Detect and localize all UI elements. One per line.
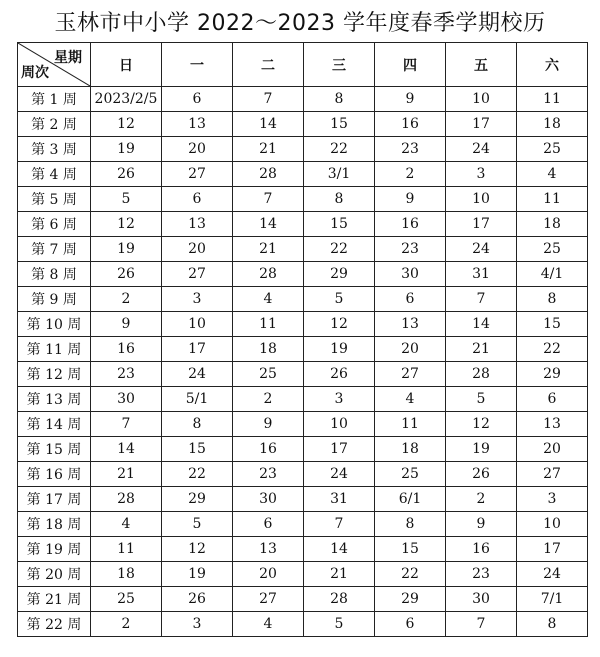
week-label: 第 6 周 bbox=[18, 212, 91, 237]
date-cell: 6 bbox=[162, 87, 233, 112]
table-row bbox=[18, 612, 588, 637]
date-cell: 5 bbox=[304, 612, 375, 637]
date-cell: 2 bbox=[233, 387, 304, 412]
day-header-mon: 一 bbox=[162, 43, 233, 87]
date-cell: 31 bbox=[304, 487, 375, 512]
table-row bbox=[18, 337, 588, 362]
table-row bbox=[18, 562, 588, 587]
date-cell: 17 bbox=[162, 337, 233, 362]
table-row bbox=[18, 587, 588, 612]
day-header-thu: 四 bbox=[375, 43, 446, 87]
date-cell: 7 bbox=[446, 287, 517, 312]
date-cell: 18 bbox=[233, 337, 304, 362]
date-cell: 24 bbox=[304, 462, 375, 487]
date-cell: 5 bbox=[91, 187, 162, 212]
date-cell: 25 bbox=[233, 362, 304, 387]
date-cell: 21 bbox=[446, 337, 517, 362]
date-cell: 23 bbox=[375, 137, 446, 162]
week-label: 第 15 周 bbox=[18, 437, 91, 462]
date-cell: 4 bbox=[233, 287, 304, 312]
date-cell: 29 bbox=[162, 487, 233, 512]
date-cell: 25 bbox=[375, 462, 446, 487]
date-cell: 11 bbox=[517, 187, 588, 212]
table-row bbox=[18, 512, 588, 537]
date-cell: 6/1 bbox=[375, 487, 446, 512]
date-cell: 15 bbox=[304, 212, 375, 237]
date-cell: 23 bbox=[375, 237, 446, 262]
week-label: 第 5 周 bbox=[18, 187, 91, 212]
date-cell: 11 bbox=[375, 412, 446, 437]
date-cell: 3 bbox=[517, 487, 588, 512]
date-cell: 3 bbox=[446, 162, 517, 187]
date-cell: 8 bbox=[517, 612, 588, 637]
date-cell: 2 bbox=[91, 612, 162, 637]
date-cell: 22 bbox=[517, 337, 588, 362]
date-cell: 14 bbox=[233, 212, 304, 237]
date-cell: 25 bbox=[517, 137, 588, 162]
date-cell: 4 bbox=[91, 512, 162, 537]
date-cell: 22 bbox=[304, 137, 375, 162]
date-cell: 11 bbox=[233, 312, 304, 337]
date-cell: 8 bbox=[162, 412, 233, 437]
date-cell: 11 bbox=[517, 87, 588, 112]
date-cell: 30 bbox=[91, 387, 162, 412]
date-cell: 9 bbox=[446, 512, 517, 537]
date-cell: 16 bbox=[91, 337, 162, 362]
date-cell: 23 bbox=[446, 562, 517, 587]
date-cell: 26 bbox=[446, 462, 517, 487]
date-cell: 22 bbox=[304, 237, 375, 262]
date-cell: 26 bbox=[304, 362, 375, 387]
date-cell: 29 bbox=[375, 587, 446, 612]
date-cell: 19 bbox=[162, 562, 233, 587]
date-cell: 6 bbox=[233, 512, 304, 537]
table-row bbox=[18, 137, 588, 162]
week-label: 第 7 周 bbox=[18, 237, 91, 262]
table-row bbox=[18, 262, 588, 287]
corner-label-weekday: 星期 bbox=[54, 50, 82, 66]
date-cell: 6 bbox=[375, 287, 446, 312]
day-header-sat: 六 bbox=[517, 43, 588, 87]
date-cell: 2 bbox=[446, 487, 517, 512]
date-cell: 29 bbox=[517, 362, 588, 387]
date-cell: 18 bbox=[517, 112, 588, 137]
date-cell: 7 bbox=[233, 87, 304, 112]
date-cell: 16 bbox=[375, 112, 446, 137]
header-row bbox=[18, 43, 588, 87]
date-cell: 13 bbox=[162, 112, 233, 137]
date-cell: 6 bbox=[162, 187, 233, 212]
date-cell: 31 bbox=[446, 262, 517, 287]
date-cell: 13 bbox=[517, 412, 588, 437]
table-row bbox=[18, 87, 588, 112]
week-label: 第 10 周 bbox=[18, 312, 91, 337]
date-cell: 24 bbox=[162, 362, 233, 387]
date-cell: 12 bbox=[162, 537, 233, 562]
date-cell: 21 bbox=[233, 137, 304, 162]
week-label: 第 19 周 bbox=[18, 537, 91, 562]
date-cell: 13 bbox=[375, 312, 446, 337]
table-row bbox=[18, 487, 588, 512]
date-cell: 26 bbox=[91, 262, 162, 287]
day-header-tue: 二 bbox=[233, 43, 304, 87]
date-cell: 3 bbox=[304, 387, 375, 412]
date-cell: 19 bbox=[91, 237, 162, 262]
date-cell: 25 bbox=[517, 237, 588, 262]
day-header-fri: 五 bbox=[446, 43, 517, 87]
date-cell: 10 bbox=[446, 87, 517, 112]
date-cell: 28 bbox=[91, 487, 162, 512]
calendar-body bbox=[18, 87, 588, 637]
table-row bbox=[18, 162, 588, 187]
table-row bbox=[18, 462, 588, 487]
table-row bbox=[18, 437, 588, 462]
date-cell: 24 bbox=[517, 562, 588, 587]
date-cell: 16 bbox=[446, 537, 517, 562]
date-cell: 17 bbox=[517, 537, 588, 562]
date-cell: 13 bbox=[233, 537, 304, 562]
date-cell: 17 bbox=[446, 212, 517, 237]
date-cell: 18 bbox=[91, 562, 162, 587]
date-cell: 12 bbox=[304, 312, 375, 337]
date-cell: 19 bbox=[446, 437, 517, 462]
date-cell: 7 bbox=[304, 512, 375, 537]
date-cell: 14 bbox=[304, 537, 375, 562]
table-row bbox=[18, 112, 588, 137]
date-cell: 8 bbox=[304, 187, 375, 212]
date-cell: 3 bbox=[162, 612, 233, 637]
date-cell: 22 bbox=[162, 462, 233, 487]
date-cell: 15 bbox=[375, 537, 446, 562]
day-header-sun: 日 bbox=[91, 43, 162, 87]
date-cell: 7/1 bbox=[517, 587, 588, 612]
date-cell: 2 bbox=[91, 287, 162, 312]
date-cell: 3 bbox=[162, 287, 233, 312]
date-cell: 26 bbox=[91, 162, 162, 187]
week-label: 第 11 周 bbox=[18, 337, 91, 362]
week-label: 第 20 周 bbox=[18, 562, 91, 587]
date-cell: 19 bbox=[304, 337, 375, 362]
date-cell: 9 bbox=[233, 412, 304, 437]
week-label: 第 14 周 bbox=[18, 412, 91, 437]
date-cell: 5 bbox=[304, 287, 375, 312]
date-cell: 27 bbox=[517, 462, 588, 487]
week-label: 第 2 周 bbox=[18, 112, 91, 137]
date-cell: 20 bbox=[162, 237, 233, 262]
date-cell: 14 bbox=[91, 437, 162, 462]
date-cell: 28 bbox=[304, 587, 375, 612]
date-cell: 30 bbox=[446, 587, 517, 612]
date-cell: 10 bbox=[517, 512, 588, 537]
date-cell: 19 bbox=[91, 137, 162, 162]
date-cell: 14 bbox=[233, 112, 304, 137]
date-cell: 12 bbox=[91, 212, 162, 237]
date-cell: 30 bbox=[375, 262, 446, 287]
date-cell: 27 bbox=[162, 262, 233, 287]
week-label: 第 18 周 bbox=[18, 512, 91, 537]
date-cell: 7 bbox=[446, 612, 517, 637]
date-cell: 22 bbox=[375, 562, 446, 587]
date-cell: 5 bbox=[162, 512, 233, 537]
date-cell: 27 bbox=[375, 362, 446, 387]
date-cell: 24 bbox=[446, 137, 517, 162]
table-row bbox=[18, 237, 588, 262]
date-cell: 7 bbox=[233, 187, 304, 212]
date-cell: 8 bbox=[375, 512, 446, 537]
week-label: 第 1 周 bbox=[18, 87, 91, 112]
date-cell: 27 bbox=[233, 587, 304, 612]
date-cell: 24 bbox=[446, 237, 517, 262]
week-label: 第 13 周 bbox=[18, 387, 91, 412]
date-cell: 9 bbox=[375, 187, 446, 212]
table-row bbox=[18, 537, 588, 562]
date-cell: 16 bbox=[375, 212, 446, 237]
date-cell: 28 bbox=[233, 262, 304, 287]
date-cell: 23 bbox=[91, 362, 162, 387]
date-cell: 12 bbox=[446, 412, 517, 437]
date-cell: 17 bbox=[304, 437, 375, 462]
date-cell: 23 bbox=[233, 462, 304, 487]
date-cell: 29 bbox=[304, 262, 375, 287]
table-row bbox=[18, 412, 588, 437]
date-cell: 2023/2/5 bbox=[91, 87, 162, 112]
date-cell: 4 bbox=[375, 387, 446, 412]
date-cell: 17 bbox=[446, 112, 517, 137]
date-cell: 10 bbox=[162, 312, 233, 337]
week-label: 第 16 周 bbox=[18, 462, 91, 487]
date-cell: 8 bbox=[304, 87, 375, 112]
week-label: 第 4 周 bbox=[18, 162, 91, 187]
week-label: 第 3 周 bbox=[18, 137, 91, 162]
date-cell: 30 bbox=[233, 487, 304, 512]
date-cell: 15 bbox=[517, 312, 588, 337]
date-cell: 12 bbox=[91, 112, 162, 137]
table-row bbox=[18, 187, 588, 212]
date-cell: 2 bbox=[375, 162, 446, 187]
week-label: 第 9 周 bbox=[18, 287, 91, 312]
date-cell: 6 bbox=[517, 387, 588, 412]
date-cell: 28 bbox=[446, 362, 517, 387]
date-cell: 21 bbox=[91, 462, 162, 487]
week-label: 第 8 周 bbox=[18, 262, 91, 287]
page-title: 玉林市中小学 2022～2023 学年度春季学期校历 bbox=[54, 11, 546, 36]
date-cell: 21 bbox=[233, 237, 304, 262]
date-cell: 10 bbox=[446, 187, 517, 212]
date-cell: 28 bbox=[233, 162, 304, 187]
date-cell: 20 bbox=[375, 337, 446, 362]
table-row bbox=[18, 387, 588, 412]
week-label: 第 21 周 bbox=[18, 587, 91, 612]
date-cell: 21 bbox=[304, 562, 375, 587]
date-cell: 20 bbox=[162, 137, 233, 162]
week-label: 第 17 周 bbox=[18, 487, 91, 512]
day-header-wed: 三 bbox=[304, 43, 375, 87]
date-cell: 9 bbox=[91, 312, 162, 337]
date-cell: 4/1 bbox=[517, 262, 588, 287]
table-row bbox=[18, 212, 588, 237]
date-cell: 20 bbox=[517, 437, 588, 462]
date-cell: 5/1 bbox=[162, 387, 233, 412]
date-cell: 10 bbox=[304, 412, 375, 437]
date-cell: 16 bbox=[233, 437, 304, 462]
date-cell: 4 bbox=[517, 162, 588, 187]
date-cell: 13 bbox=[162, 212, 233, 237]
date-cell: 11 bbox=[91, 537, 162, 562]
date-cell: 15 bbox=[162, 437, 233, 462]
date-cell: 27 bbox=[162, 162, 233, 187]
week-label: 第 12 周 bbox=[18, 362, 91, 387]
date-cell: 15 bbox=[304, 112, 375, 137]
table-row bbox=[18, 312, 588, 337]
table-row bbox=[18, 287, 588, 312]
date-cell: 4 bbox=[233, 612, 304, 637]
date-cell: 9 bbox=[375, 87, 446, 112]
date-cell: 5 bbox=[446, 387, 517, 412]
date-cell: 3/1 bbox=[304, 162, 375, 187]
corner-header-cell bbox=[18, 43, 91, 87]
date-cell: 18 bbox=[375, 437, 446, 462]
date-cell: 20 bbox=[233, 562, 304, 587]
date-cell: 8 bbox=[517, 287, 588, 312]
table-row bbox=[18, 362, 588, 387]
date-cell: 7 bbox=[91, 412, 162, 437]
school-calendar-table bbox=[17, 42, 588, 637]
date-cell: 26 bbox=[162, 587, 233, 612]
corner-label-week: 周次 bbox=[21, 65, 49, 81]
date-cell: 18 bbox=[517, 212, 588, 237]
week-label: 第 22 周 bbox=[18, 612, 91, 637]
date-cell: 14 bbox=[446, 312, 517, 337]
date-cell: 25 bbox=[91, 587, 162, 612]
date-cell: 6 bbox=[375, 612, 446, 637]
